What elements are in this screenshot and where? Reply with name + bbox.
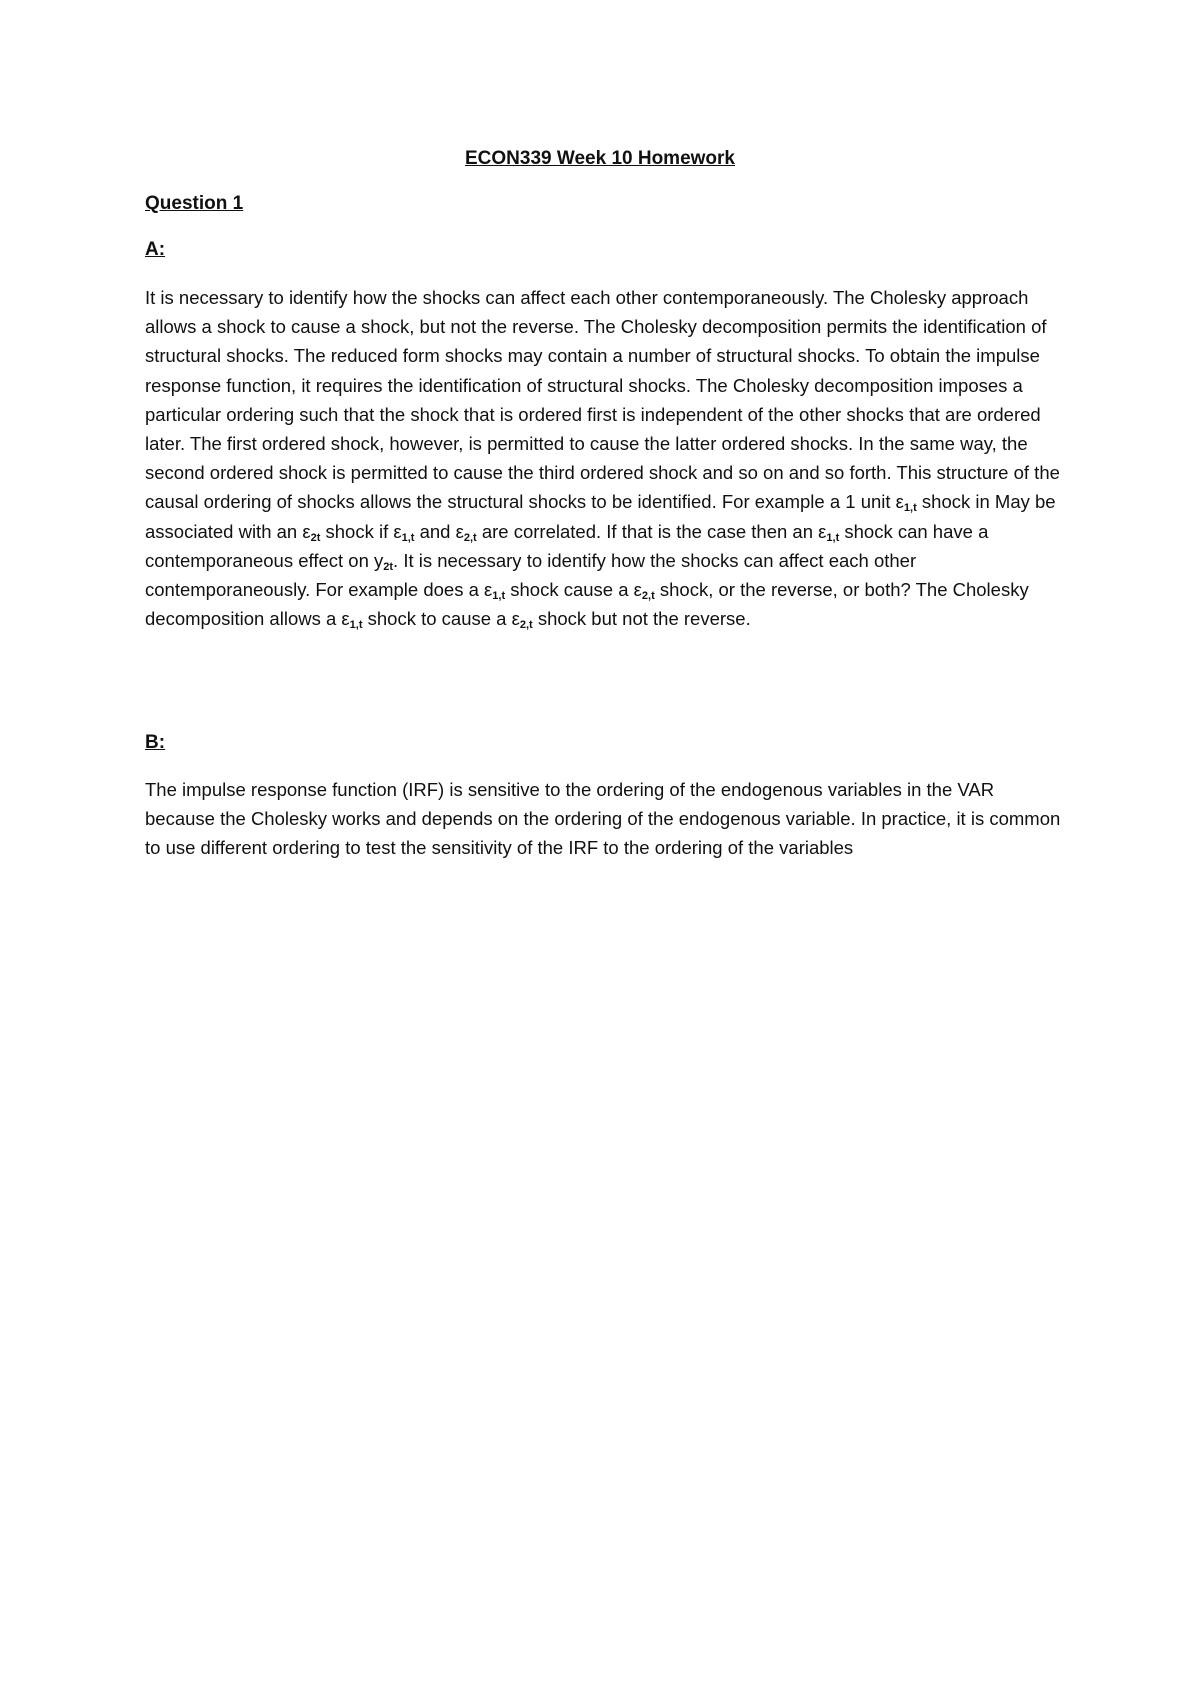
subscript: 1,t (349, 619, 363, 632)
subscript: 2,t (519, 619, 533, 632)
subscript: 1,t (826, 531, 840, 544)
section-a-heading: A: (145, 239, 166, 260)
subscript: 2t (383, 560, 394, 573)
subscript: 1,t (903, 502, 917, 515)
document-title: ECON339 Week 10 Homework (465, 148, 735, 169)
text-segment: shock in May be associated with an ε (145, 491, 1056, 542)
text-segment: are correlated. If that is the case then an ε (476, 520, 827, 542)
text-segment: shock but not the reverse. (532, 608, 751, 630)
text-segment: shock if ε (320, 520, 402, 542)
subscript: 1,t (492, 590, 506, 603)
text-segment: It is necessary to identify how the shocks can affect each other contemporaneously. The Cholesky approach allows a shock to cause a shock, but not the reverse. The Cholesky decomposition permits the identification of structural shocks. The reduced form shocks may contain a number of structural shocks. To obtain the impulse response function, it requires the identification of structural shocks. The Cholesky decomposition imposes a particular ordering such that the shock that is ordered first is independent of the other shocks that are ordered later. The first ordered shock, however, is permitted to cause the latter ordered shocks. In the same way, the second ordered shock is permitted to cause the third ordered shock and so on and so forth. This structure of the causal ordering of shocks allows the structural shocks to be identified. For example a 1 unit ε (145, 287, 1060, 513)
subscript: 2,t (463, 531, 477, 544)
text-segment: shock cause a ε (505, 579, 642, 601)
section-b-paragraph: The impulse response function (IRF) is sensitive to the ordering of the endogenous variables in the VAR because the Cholesky works and depends on the ordering of the endogenous variable. In practice, it is common to use different ordering to test the sensitivity of the IRF to the ordering of the variables (145, 779, 1061, 859)
text-segment: shock, or the reverse, or both? The Cholesky decomposition allows a ε (145, 579, 1029, 630)
section-a-paragraph (145, 283, 1065, 633)
text-segment: . It is necessary to identify how the shocks can affect each other contemporaneously. For example does a ε (145, 549, 917, 601)
text-segment: shock to cause a ε (362, 608, 520, 630)
question-heading: Question 1 (145, 193, 244, 214)
section-b-heading: B: (145, 732, 166, 753)
text-segment: and ε (414, 520, 464, 542)
subscript: 2,t (641, 590, 655, 603)
text-segment: shock can have a contemporaneous effect on y (145, 520, 989, 571)
subscript: 1,t (401, 531, 415, 544)
subscript: 2t (310, 531, 321, 544)
